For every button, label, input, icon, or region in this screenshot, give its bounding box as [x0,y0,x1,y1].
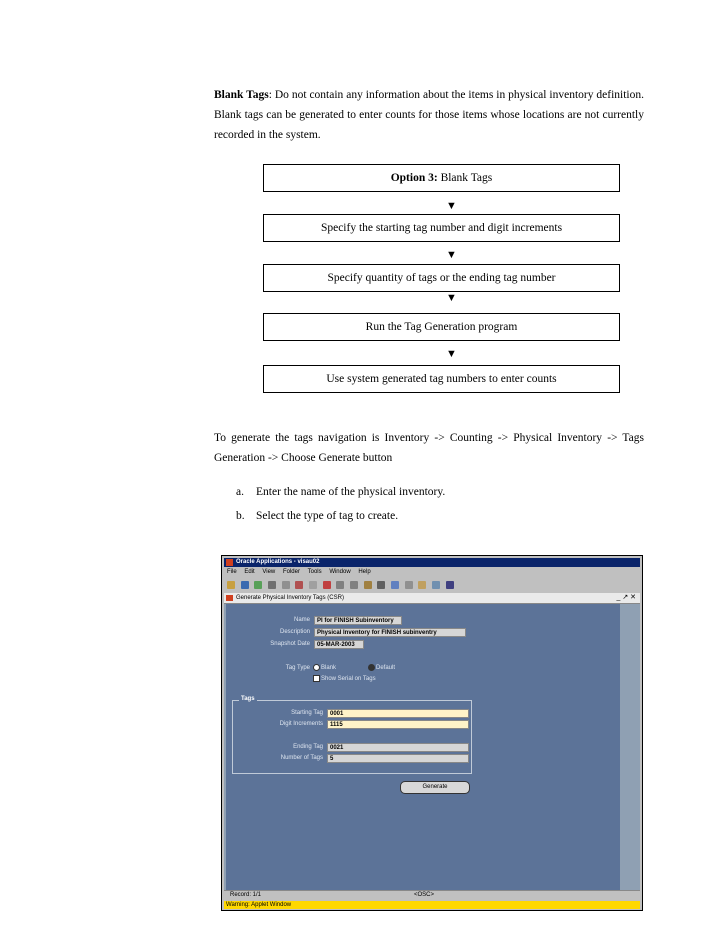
blank-radio[interactable] [313,664,336,671]
flow-arrow-1: ▼ [446,200,457,212]
list-item [236,510,398,522]
generate-button[interactable]: Generate [400,781,470,794]
oracle-app-icon [226,559,233,566]
navigation-paragraph: To generate the tags navigation is Inventory -> Counting -> Physical Inventory -> Tags Generation -> Choose Generate button [214,432,644,464]
default-radio-label: Default [376,665,396,672]
paste-icon[interactable] [364,581,372,589]
checkbox-icon [313,675,320,682]
form-window [224,593,640,890]
snapshot-date-label: Snapshot Date [270,641,310,647]
tags-group-title: Tags [241,696,255,702]
menu-window[interactable]: Window [329,569,351,575]
flow-step-2: Specify quantity of tags or the ending tag number [263,264,620,292]
status-bar [224,890,640,900]
menu-folder[interactable]: Folder [282,569,300,575]
list-item-text: Enter the name of the physical inventory. [256,486,446,498]
radio-icon [313,664,320,671]
description-field[interactable]: Physical Inventory for FINISH subinventry [314,628,466,637]
radio-selected-icon [368,664,375,671]
intro-term: Blank Tags [214,89,269,101]
open-icon[interactable] [227,581,235,589]
tag-type-label: Tag Type [285,665,310,671]
window-title: Oracle Applications - visau02 [236,559,320,565]
flow-step-1: Specify the starting tag number and digit increments [263,214,620,242]
ending-tag-label: Ending Tag [293,744,323,750]
form-title-bar [224,593,640,604]
window-title-bar [224,558,640,567]
clear-icon[interactable] [377,581,385,589]
show-serial-label: Show Serial on Tags [321,676,376,683]
form-icon [226,595,233,601]
flow-arrow-3: ▼ [446,292,457,304]
help-icon[interactable] [446,581,454,589]
starting-tag-label: Starting Tag [291,710,323,716]
menu-help[interactable]: Help [358,569,371,575]
menu-bar [224,568,640,577]
folder-tools-icon[interactable] [418,581,426,589]
form-right-panel [622,604,638,890]
applet-warning-bar: Warning: Applet Window [224,901,640,909]
digit-increments-label: Digit Increments [279,721,323,727]
flow-title-box [263,164,620,192]
menu-file[interactable]: File [227,569,237,575]
list-item-label: b. [236,510,245,522]
delete-record-icon[interactable] [323,581,331,589]
list-item-text: Select the type of tag to create. [256,510,399,522]
new-record-icon[interactable] [309,581,317,589]
list-item-label: a. [236,486,244,498]
ending-tag-field[interactable]: 0021 [327,743,469,752]
flow-title-bold: Option 3: [390,172,438,184]
intro-text: : Do not contain any information about the items in physical inventory definition. Blank tags can be generated to enter counts for those items whose locations are not currently recorded in the system. [214,89,644,141]
cut-icon[interactable] [336,581,344,589]
number-of-tags-field[interactable]: 5 [327,754,469,763]
menu-view[interactable]: View [262,569,276,575]
flow-arrow-2: ▼ [446,249,457,261]
record-indicator: Record: 1/1 [230,892,262,898]
number-of-tags-label: Number of Tags [280,755,323,761]
description-label: Description [279,629,310,635]
osc-indicator: <OSC> [414,892,435,898]
oracle-screenshot [221,555,643,911]
window-controls[interactable]: _ ↗ ✕ [616,594,636,601]
translations-icon[interactable] [432,581,440,589]
blank-radio-label: Blank [321,665,337,672]
close-form-icon[interactable] [295,581,303,589]
name-label: Name [293,617,310,623]
flow-title-rest: Blank Tags [437,172,493,184]
intro-paragraph [214,85,644,145]
name-field[interactable]: PI for FINISH Subinventory [314,616,402,625]
list-item [236,486,445,498]
edit-field-icon[interactable] [391,581,399,589]
menu-tools[interactable]: Tools [307,569,322,575]
menu-edit[interactable]: Edit [244,569,255,575]
starting-tag-field[interactable]: 0001 [327,709,469,718]
snapshot-date-field[interactable]: 05-MAR-2003 [314,640,364,649]
digit-increments-field[interactable]: 1115 [327,720,469,729]
tags-group [232,696,472,774]
zoom-icon[interactable] [254,581,262,589]
nav-icon[interactable] [241,581,249,589]
attachments-icon[interactable] [405,581,413,589]
print-icon[interactable] [282,581,290,589]
flow-arrow-4: ▼ [446,348,457,360]
flow-step-3: Run the Tag Generation program [263,313,620,341]
save-icon[interactable] [268,581,276,589]
default-radio[interactable] [368,664,395,671]
toolbar [224,578,640,592]
show-serial-checkbox[interactable] [313,675,376,682]
form-title: Generate Physical Inventory Tags (CSR) [236,595,344,601]
form-body [226,604,620,890]
copy-icon[interactable] [350,581,358,589]
flow-step-4: Use system generated tag numbers to enter counts [263,365,620,393]
